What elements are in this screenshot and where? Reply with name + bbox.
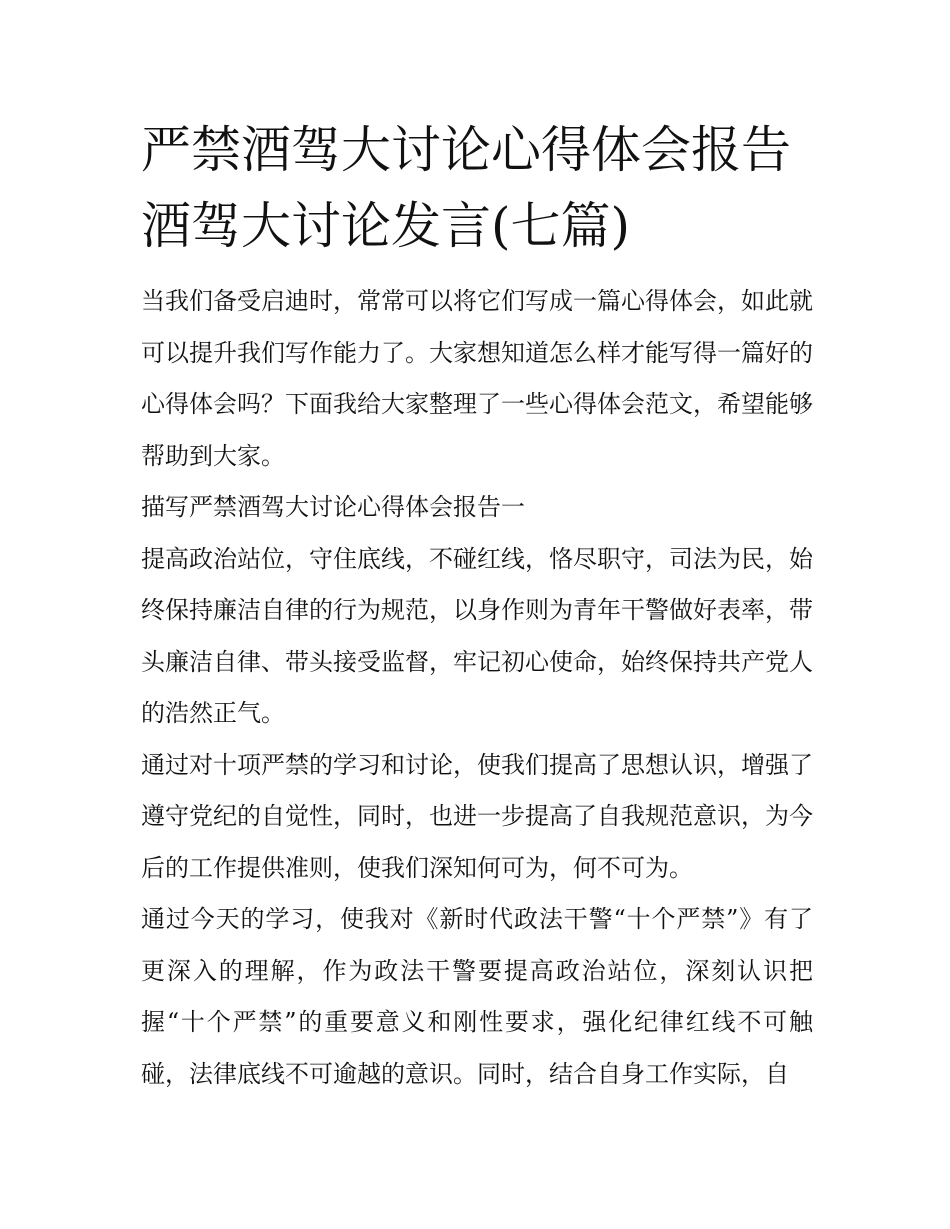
intro-paragraph: 当我们备受启迪时，常常可以将它们写成一篇心得体会，如此就可以提升我们写作能力了。大家想知道怎么样才能写得一篇好的心得体会吗？下面我给大家整理了一些心得体会范文，希望能够帮助到大家。 (141, 287, 813, 470)
body-paragraph-2: 通过对十项严禁的学习和讨论，使我们提高了思想认识，增强了遵守党纪的自觉性，同时，也进一步提高了自我规范意识，为今后的工作提供准则，使我们深知何可为，何不可为。 (141, 750, 813, 882)
document-content (141, 112, 813, 1100)
body-paragraph-3: 通过今天的学习，使我对《新时代政法干警“十个严禁”》有了更深入的理解，作为政法干警要提高政治站位，深刻认识把握“十个严禁”的重要意义和刚性要求，强化纪律红线不可触碰，法律底线不可逾越的意识。同时，结合自身工作实际，自 (141, 905, 813, 1088)
document-title (141, 112, 813, 264)
document-body (141, 276, 813, 1100)
title-line-1: 严禁酒驾大讨论心得体会报告 (141, 121, 791, 179)
title-line-2: 酒驾大讨论发言(七篇) (141, 197, 631, 255)
section-heading: 描写严禁酒驾大讨论心得体会报告一 (141, 493, 525, 521)
body-paragraph-1: 提高政治站位，守住底线，不碰红线，恪尽职守，司法为民，始终保持廉洁自律的行为规范，以身作则为青年干警做好表率，带头廉洁自律、带头接受监督，牢记初心使命，始终保持共产党人的浩然正气。 (141, 544, 813, 727)
